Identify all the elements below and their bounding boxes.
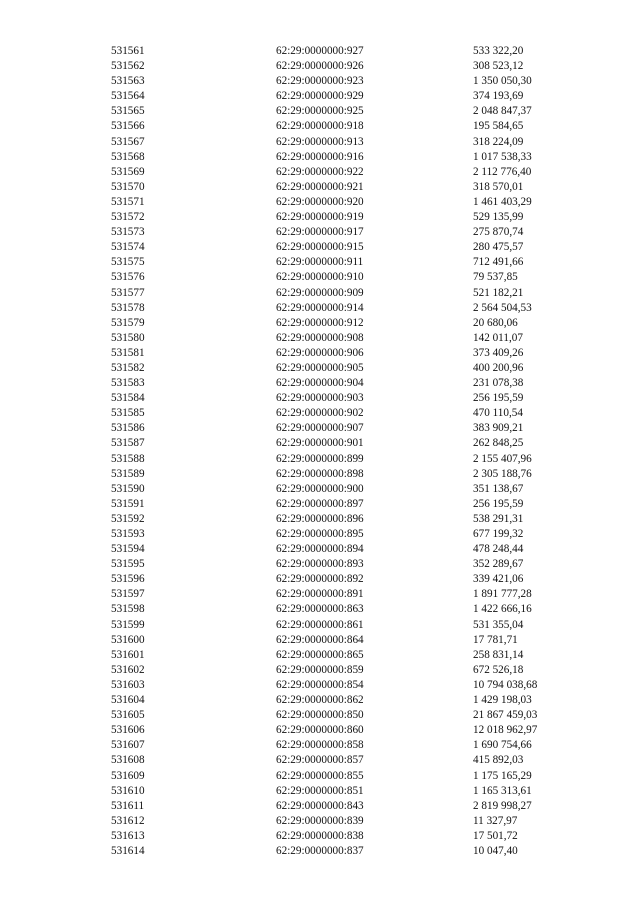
table-row xyxy=(0,150,640,165)
cadastral-number: 62:29:0000000:900 xyxy=(276,482,364,495)
cadastral-number: 62:29:0000000:858 xyxy=(276,739,364,752)
cadastral-number: 62:29:0000000:864 xyxy=(276,633,364,646)
cadastral-number: 62:29:0000000:859 xyxy=(276,663,364,676)
cadastral-value: 10 794 038,68 xyxy=(473,678,538,691)
cadastral-value: 12 018 962,97 xyxy=(473,724,538,737)
record-number: 531596 xyxy=(111,573,145,586)
record-number: 531564 xyxy=(111,90,145,103)
table-row xyxy=(0,723,640,738)
cadastral-number: 62:29:0000000:926 xyxy=(276,60,364,73)
cadastral-value: 2 819 998,27 xyxy=(473,799,532,812)
table-row xyxy=(0,210,640,225)
cadastral-value: 258 831,14 xyxy=(473,648,524,661)
table-row xyxy=(0,633,640,648)
cadastral-number: 62:29:0000000:914 xyxy=(276,301,364,314)
table-row xyxy=(0,119,640,134)
cadastral-number: 62:29:0000000:918 xyxy=(276,120,364,133)
cadastral-value: 383 909,21 xyxy=(473,422,524,435)
record-number: 531579 xyxy=(111,316,145,329)
table-row xyxy=(0,301,640,316)
table-row xyxy=(0,331,640,346)
cadastral-number: 62:29:0000000:843 xyxy=(276,799,364,812)
cadastral-number: 62:29:0000000:921 xyxy=(276,180,364,193)
record-number: 531611 xyxy=(111,799,145,812)
cadastral-value: 142 011,07 xyxy=(473,331,523,344)
record-number: 531562 xyxy=(111,60,145,73)
record-number: 531608 xyxy=(111,754,145,767)
record-number: 531582 xyxy=(111,361,145,374)
record-number: 531581 xyxy=(111,346,145,359)
table-row xyxy=(0,135,640,150)
cadastral-number: 62:29:0000000:839 xyxy=(276,814,364,827)
record-number: 531588 xyxy=(111,452,145,465)
cadastral-number: 62:29:0000000:917 xyxy=(276,226,364,239)
table-row xyxy=(0,693,640,708)
table-row xyxy=(0,557,640,572)
cadastral-value: 470 110,54 xyxy=(473,407,523,420)
table-row xyxy=(0,104,640,119)
cadastral-number: 62:29:0000000:854 xyxy=(276,678,364,691)
cadastral-value: 374 193,69 xyxy=(473,90,524,103)
record-number: 531604 xyxy=(111,694,145,707)
cadastral-number: 62:29:0000000:899 xyxy=(276,452,364,465)
cadastral-value: 280 475,57 xyxy=(473,241,524,254)
record-number: 531587 xyxy=(111,437,145,450)
record-number: 531570 xyxy=(111,180,145,193)
record-number: 531576 xyxy=(111,271,145,284)
cadastral-value: 231 078,38 xyxy=(473,377,524,390)
table-row xyxy=(0,436,640,451)
table-row xyxy=(0,708,640,723)
cadastral-number: 62:29:0000000:896 xyxy=(276,512,364,525)
cadastral-number: 62:29:0000000:908 xyxy=(276,331,364,344)
table-row xyxy=(0,225,640,240)
table-row xyxy=(0,361,640,376)
record-number: 531595 xyxy=(111,558,145,571)
cadastral-value: 318 224,09 xyxy=(473,135,524,148)
record-number: 531574 xyxy=(111,241,145,254)
table-row xyxy=(0,44,640,59)
record-number: 531578 xyxy=(111,301,145,314)
cadastral-value: 275 870,74 xyxy=(473,226,524,239)
cadastral-value: 352 289,67 xyxy=(473,558,524,571)
record-number: 531572 xyxy=(111,211,145,224)
cadastral-number: 62:29:0000000:897 xyxy=(276,497,364,510)
record-number: 531580 xyxy=(111,331,145,344)
table-row xyxy=(0,180,640,195)
record-number: 531597 xyxy=(111,588,145,601)
cadastral-value: 1 461 403,29 xyxy=(473,195,532,208)
cadastral-number: 62:29:0000000:913 xyxy=(276,135,364,148)
cadastral-value: 529 135,99 xyxy=(473,211,524,224)
cadastral-number: 62:29:0000000:851 xyxy=(276,784,364,797)
table-row xyxy=(0,286,640,301)
record-number: 531612 xyxy=(111,814,145,827)
record-number: 531600 xyxy=(111,633,145,646)
record-number: 531584 xyxy=(111,392,145,405)
table-row xyxy=(0,316,640,331)
record-number: 531603 xyxy=(111,678,145,691)
record-number: 531605 xyxy=(111,709,145,722)
table-row xyxy=(0,829,640,844)
cadastral-value: 1 175 165,29 xyxy=(473,769,532,782)
cadastral-number: 62:29:0000000:919 xyxy=(276,211,364,224)
cadastral-value: 2 048 847,37 xyxy=(473,105,532,118)
cadastral-number: 62:29:0000000:923 xyxy=(276,75,364,88)
cadastral-value: 2 305 188,76 xyxy=(473,467,532,480)
table-row xyxy=(0,89,640,104)
cadastral-value: 1 422 666,16 xyxy=(473,603,532,616)
record-number: 531565 xyxy=(111,105,145,118)
cadastral-number: 62:29:0000000:902 xyxy=(276,407,364,420)
record-number: 531610 xyxy=(111,784,145,797)
table-row xyxy=(0,738,640,753)
table-row xyxy=(0,844,640,859)
cadastral-value: 400 200,96 xyxy=(473,361,524,374)
table-row xyxy=(0,648,640,663)
cadastral-number: 62:29:0000000:893 xyxy=(276,558,364,571)
cadastral-number: 62:29:0000000:929 xyxy=(276,90,364,103)
record-number: 531567 xyxy=(111,135,145,148)
cadastral-value: 256 195,59 xyxy=(473,392,524,405)
cadastral-value: 10 047,40 xyxy=(473,844,518,857)
record-number: 531566 xyxy=(111,120,145,133)
cadastral-value: 256 195,59 xyxy=(473,497,524,510)
record-number: 531601 xyxy=(111,648,145,661)
table-row xyxy=(0,59,640,74)
cadastral-number: 62:29:0000000:894 xyxy=(276,543,364,556)
table-row xyxy=(0,467,640,482)
cadastral-number: 62:29:0000000:905 xyxy=(276,361,364,374)
cadastral-number: 62:29:0000000:922 xyxy=(276,165,364,178)
table-row xyxy=(0,678,640,693)
record-number: 531568 xyxy=(111,150,145,163)
cadastral-value: 11 327,97 xyxy=(473,814,518,827)
cadastral-value: 677 199,32 xyxy=(473,528,524,540)
cadastral-number: 62:29:0000000:861 xyxy=(276,618,364,631)
cadastral-number: 62:29:0000000:916 xyxy=(276,150,364,163)
record-number: 531577 xyxy=(111,286,145,299)
table-row xyxy=(0,346,640,361)
record-number: 531599 xyxy=(111,618,145,631)
cadastral-value: 79 537,85 xyxy=(473,271,518,284)
cadastral-value: 262 848,25 xyxy=(473,437,524,450)
table-row xyxy=(0,587,640,602)
cadastral-number: 62:29:0000000:910 xyxy=(276,271,364,284)
cadastral-number: 62:29:0000000:865 xyxy=(276,648,364,661)
record-number: 531569 xyxy=(111,165,145,178)
record-number: 531602 xyxy=(111,663,145,676)
record-number: 531594 xyxy=(111,543,145,556)
cadastral-number: 62:29:0000000:909 xyxy=(276,286,364,299)
table-row xyxy=(0,527,640,542)
record-number: 531563 xyxy=(111,75,145,88)
cadastral-number: 62:29:0000000:912 xyxy=(276,316,364,329)
cadastral-number: 62:29:0000000:904 xyxy=(276,377,364,390)
table-row xyxy=(0,602,640,617)
cadastral-value: 2 564 504,53 xyxy=(473,301,532,314)
cadastral-value: 478 248,44 xyxy=(473,543,524,556)
record-number: 531561 xyxy=(111,45,145,57)
cadastral-value: 531 355,04 xyxy=(473,618,524,631)
table-row xyxy=(0,799,640,814)
cadastral-value: 1 017 538,33 xyxy=(473,150,532,163)
table-row xyxy=(0,753,640,768)
cadastral-value: 538 291,31 xyxy=(473,512,524,525)
cadastral-value: 415 892,03 xyxy=(473,754,524,767)
cadastral-value: 533 322,20 xyxy=(473,45,524,57)
cadastral-value: 521 182,21 xyxy=(473,286,524,299)
table-row xyxy=(0,814,640,829)
cadastral-number: 62:29:0000000:863 xyxy=(276,603,364,616)
record-number: 531606 xyxy=(111,724,145,737)
cadastral-value: 2 155 407,96 xyxy=(473,452,532,465)
cadastral-value: 17 781,71 xyxy=(473,633,518,646)
record-number: 531583 xyxy=(111,377,145,390)
document-table xyxy=(0,44,640,859)
table-row xyxy=(0,74,640,89)
record-number: 531614 xyxy=(111,844,145,857)
cadastral-value: 672 526,18 xyxy=(473,663,524,676)
record-number: 531586 xyxy=(111,422,145,435)
record-number: 531575 xyxy=(111,256,145,269)
cadastral-number: 62:29:0000000:927 xyxy=(276,45,364,57)
table-row xyxy=(0,663,640,678)
record-number: 531598 xyxy=(111,603,145,616)
cadastral-value: 1 350 050,30 xyxy=(473,75,532,88)
cadastral-number: 62:29:0000000:901 xyxy=(276,437,364,450)
record-number: 531591 xyxy=(111,497,145,510)
cadastral-value: 318 570,01 xyxy=(473,180,524,193)
table-row xyxy=(0,769,640,784)
cadastral-value: 1 429 198,03 xyxy=(473,694,532,707)
table-row xyxy=(0,391,640,406)
table-row xyxy=(0,497,640,512)
cadastral-value: 308 523,12 xyxy=(473,60,524,73)
cadastral-value: 17 501,72 xyxy=(473,829,518,842)
cadastral-number: 62:29:0000000:855 xyxy=(276,769,364,782)
cadastral-number: 62:29:0000000:895 xyxy=(276,528,364,540)
table-row xyxy=(0,240,640,255)
cadastral-value: 1 891 777,28 xyxy=(473,588,532,601)
cadastral-number: 62:29:0000000:898 xyxy=(276,467,364,480)
cadastral-number: 62:29:0000000:838 xyxy=(276,829,364,842)
cadastral-number: 62:29:0000000:857 xyxy=(276,754,364,767)
record-number: 531585 xyxy=(111,407,145,420)
record-number: 531590 xyxy=(111,482,145,495)
cadastral-value: 1 690 754,66 xyxy=(473,739,532,752)
cadastral-number: 62:29:0000000:915 xyxy=(276,241,364,254)
cadastral-value: 712 491,66 xyxy=(473,256,524,269)
cadastral-value: 20 680,06 xyxy=(473,316,518,329)
cadastral-value: 195 584,65 xyxy=(473,120,524,133)
cadastral-number: 62:29:0000000:906 xyxy=(276,346,364,359)
table-row xyxy=(0,452,640,467)
table-row xyxy=(0,482,640,497)
table-row xyxy=(0,421,640,436)
record-number: 531609 xyxy=(111,769,145,782)
cadastral-number: 62:29:0000000:907 xyxy=(276,422,364,435)
cadastral-number: 62:29:0000000:837 xyxy=(276,844,364,857)
cadastral-value: 339 421,06 xyxy=(473,573,524,586)
table-row xyxy=(0,270,640,285)
cadastral-value: 21 867 459,03 xyxy=(473,709,538,722)
table-row xyxy=(0,406,640,421)
cadastral-number: 62:29:0000000:911 xyxy=(276,256,364,269)
record-number: 531573 xyxy=(111,226,145,239)
cadastral-number: 62:29:0000000:862 xyxy=(276,694,364,707)
table-row xyxy=(0,255,640,270)
record-number: 531589 xyxy=(111,467,145,480)
record-number: 531592 xyxy=(111,512,145,525)
table-row xyxy=(0,542,640,557)
record-number: 531607 xyxy=(111,739,145,752)
table-row xyxy=(0,376,640,391)
record-number: 531593 xyxy=(111,528,145,540)
cadastral-number: 62:29:0000000:920 xyxy=(276,195,364,208)
cadastral-value: 1 165 313,61 xyxy=(473,784,532,797)
cadastral-number: 62:29:0000000:903 xyxy=(276,392,364,405)
table-row xyxy=(0,784,640,799)
table-row xyxy=(0,572,640,587)
cadastral-value: 373 409,26 xyxy=(473,346,524,359)
record-number: 531571 xyxy=(111,195,145,208)
cadastral-value: 351 138,67 xyxy=(473,482,524,495)
cadastral-number: 62:29:0000000:850 xyxy=(276,709,364,722)
table-row xyxy=(0,512,640,527)
cadastral-number: 62:29:0000000:860 xyxy=(276,724,364,737)
table-row xyxy=(0,618,640,633)
cadastral-number: 62:29:0000000:891 xyxy=(276,588,364,601)
cadastral-value: 2 112 776,40 xyxy=(473,165,532,178)
cadastral-number: 62:29:0000000:892 xyxy=(276,573,364,586)
table-row xyxy=(0,165,640,180)
record-number: 531613 xyxy=(111,829,145,842)
cadastral-number: 62:29:0000000:925 xyxy=(276,105,364,118)
table-row xyxy=(0,195,640,210)
